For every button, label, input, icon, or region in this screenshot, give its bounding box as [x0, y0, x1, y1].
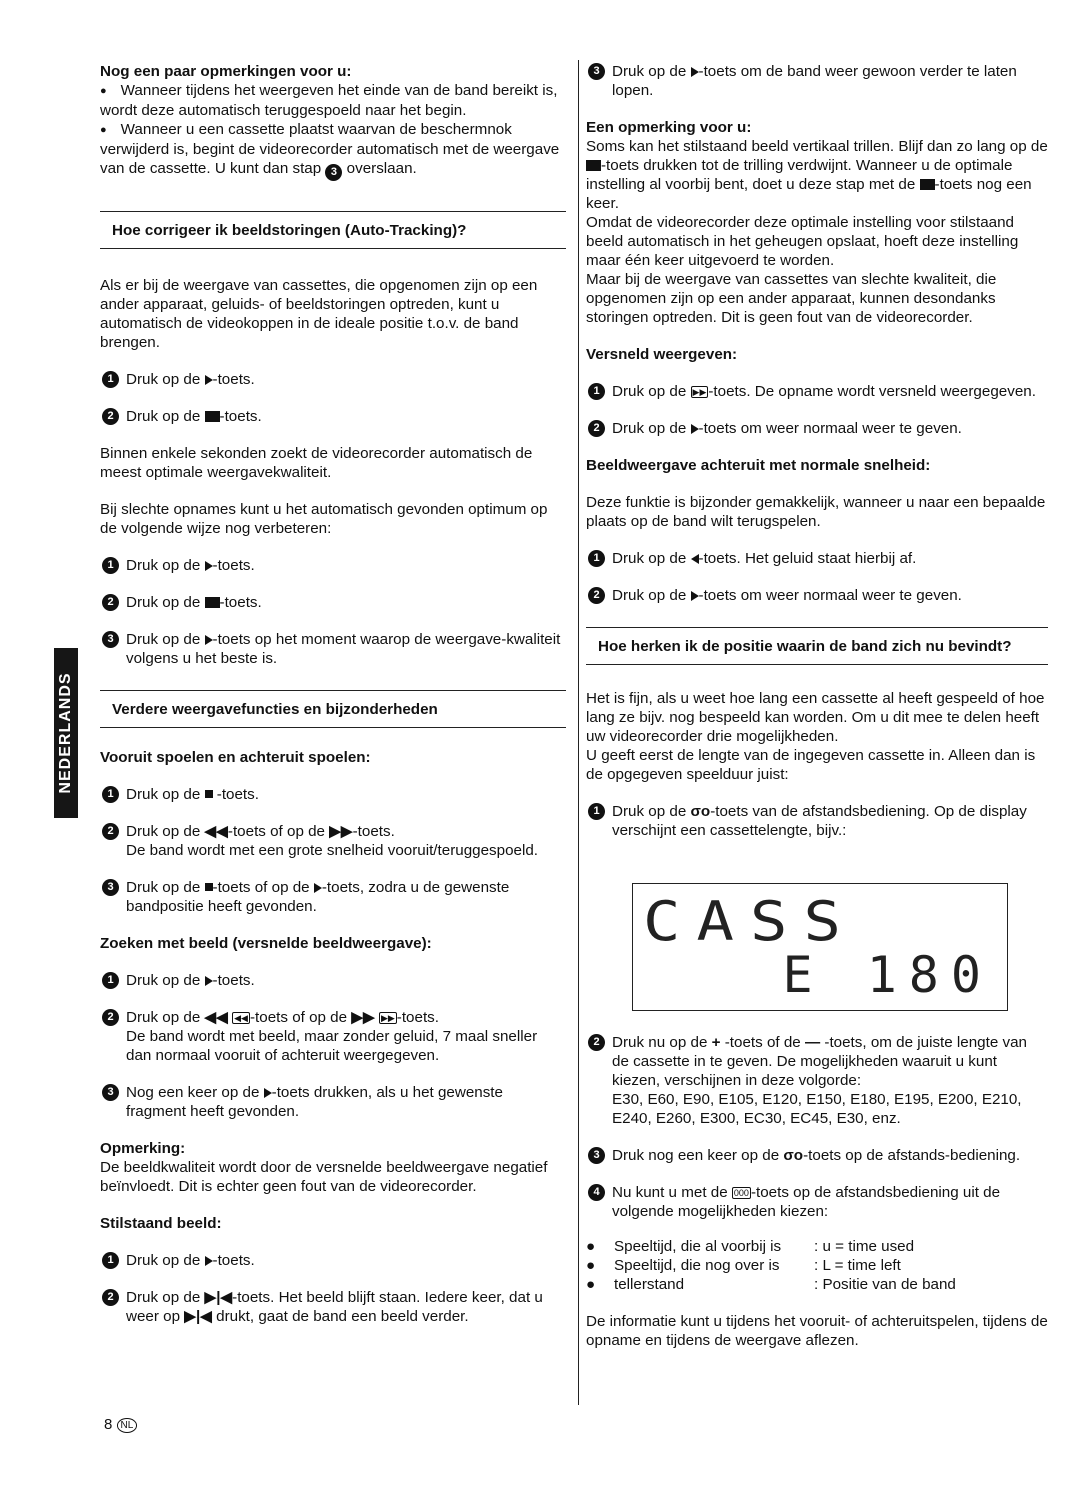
auto-tracking-p3: Bij slechte opnames kunt u het automatisch gevonden optimum op de volgende wijze nog verbeteren: — [100, 501, 548, 537]
step-1b: 1 Druk op de -toets. — [100, 556, 566, 575]
sub-stilstaand: Stilstaand beeld: — [100, 1215, 222, 1232]
v-step-2: 2 Druk op de -toets om weer normaal weer te geven. — [586, 419, 1048, 438]
step-3b: 3 Druk op de -toets op het moment waarop de weergave-kwaliteit volgens u het beste is. — [100, 630, 566, 668]
ffwd-icon: ▶▶ — [329, 823, 353, 840]
opmerking-2: Omdat de videorecorder deze optimale instelling voor stilstaand beeld automatisch in het geheugen opslaat, hoeft deze instelling maar één keer uitgevoerd te worden. — [586, 214, 1019, 269]
opmerking-1: Soms kan het stilstaand beeld vertikaal trillen. Blijf dan zo lang op de -toets drukken tot de trilling verdwijnt. Wanneer u de optimale instelling al voorbij bent, doet u deze stap met de -toets nog een keer. — [586, 138, 1048, 212]
sub-opmerking-voor-u: Een opmerking voor u: — [586, 119, 752, 136]
rewind-icon: ◀◀ — [204, 823, 228, 840]
z-step-3: 3 Nog een keer op de -toets drukken, als u het gewenste fragment heeft gevonden. — [100, 1083, 566, 1121]
achteruit-text: Deze funktie is bijzonder gemakkelijk, wanneer u naar een bepaalde plaats op de band wilt terugspelen. — [586, 494, 1046, 530]
c-step-3: 3 Druk nog een keer op de σο-toets op de afstands-bediening. — [586, 1146, 1048, 1165]
tracking-icon — [205, 411, 220, 422]
play-icon — [205, 375, 213, 385]
st-step-1: 1 Druk op de -toets. — [100, 1251, 566, 1270]
intro-bullet-1: ● Wanneer tijdens het weergeven het einde van de band bereikt is, wordt deze automatisch teruggespoeld naar het begin. — [100, 81, 566, 120]
play-icon — [205, 635, 213, 645]
info-row: ● Speeltijd, die al voorbij is : u = time used — [586, 1238, 915, 1255]
minus-icon: — — [804, 1034, 821, 1051]
play-icon — [691, 424, 699, 434]
ff-step-2: 2 Druk op de ◀◀-toets of op de ▶▶-toets. De band wordt met een grote snelheid vooruit/teruggespoeld. — [100, 822, 566, 860]
counter-icon: 000 — [733, 1188, 749, 1198]
step-2b: 2 Druk op de -toets. — [100, 593, 566, 612]
plus-icon: + — [711, 1034, 721, 1051]
z-step-2: 2 Druk op de ◀◀ ◀◀ -toets of op de ▶▶ ▶▶ -toets. De band wordt met beeld, maar zonder geluid, 7 maal sneller dan normaal vooruit of achteruit weergegeven. — [100, 1008, 566, 1065]
display-line-2: E 180 — [782, 946, 993, 1004]
step-1: 1 Druk op de -toets. — [100, 370, 566, 389]
left-column — [100, 62, 566, 1326]
sub-opmerking: Opmerking: — [100, 1140, 186, 1157]
b-step-1: 1 Druk op de -toets. Het geluid staat hierbij af. — [586, 549, 1048, 568]
sub-spoelen: Vooruit spoelen en achteruit spoelen: — [100, 749, 371, 766]
reverse-play-icon — [691, 554, 699, 564]
still-icon: ▶|◀ — [204, 1289, 233, 1306]
ffwd-icon: ▶▶ — [351, 1009, 375, 1026]
b-step-2: 2 Druk op de -toets om weer normaal weer te geven. — [586, 586, 1048, 605]
lcd-display — [632, 883, 1008, 1011]
tape-icon: σο — [690, 803, 711, 820]
intro-bullet-2: ● Wanneer u een cassette plaatst waarvan de beschermnok verwijderd is, begint de videorecorder automatisch met de weergave van de cassette. U kunt dan stap 3 overslaan. — [100, 120, 566, 179]
slot-text: De informatie kunt u tijdens het vooruit- of achteruitspelen, tijdens de opname en tijdens de weergave aflezen. — [586, 1313, 1048, 1349]
positie-p1: Het is fijn, als u weet hoe lang een cassette al heeft gespeeld of hoe lang ze bijv. nog bespeeld kan worden. Om u dit mee te delen heeft uw videorecorder drie mogelijkheden. — [586, 690, 1045, 745]
auto-tracking-intro: Als er bij de weergave van cassettes, die opgenomen zijn op een ander apparaat, geluids- of beeldstoringen optreden, kunt u automatisch de videokoppen in de ideale positie t.o.v. de band brengen. — [100, 277, 538, 351]
play-icon — [264, 1088, 272, 1098]
intro-title: Nog een paar opmerkingen voor u: — [100, 63, 352, 80]
tracking-icon — [920, 179, 935, 190]
page-number: 8 — [104, 1416, 113, 1433]
search-fwd-icon: ▶▶ — [380, 1013, 395, 1023]
display-line-1: CASS — [643, 890, 857, 953]
positie-p2: U geeft eerst de lengte van de ingegeven cassette in. Alleen dan is de opgegeven speelduur juist: — [586, 747, 1036, 783]
opmerking-3: Maar bij de weergave van cassettes van slechte kwaliteit, die opgenomen zijn op een ander apparaat, kunnen desondanks storingen optreden. Dit is geen fout van de videorecorder. — [586, 271, 997, 326]
play-icon — [205, 976, 213, 986]
tracking-icon — [205, 597, 220, 608]
language-badge: NL — [117, 1418, 138, 1433]
sub-zoeken: Zoeken met beeld (versnelde beeldweergave): — [100, 935, 432, 952]
ff-step-3: 3 Druk op de -toets of op de -toets, zodra u de gewenste bandpositie heeft gevonden. — [100, 878, 566, 916]
heading-positie: Hoe herken ik de positie waarin de band zich nu bevindt? — [586, 627, 1048, 665]
tracking-icon — [586, 160, 601, 171]
c-step-4: 4 Nu kunt u met de 000 -toets op de afstandsbediening uit de volgende mogelijkheden kiezen: — [586, 1183, 1048, 1221]
heading-auto-tracking: Hoe corrigeer ik beeldstoringen (Auto-Tracking)? — [100, 211, 566, 249]
right-column-lower — [586, 1033, 1048, 1350]
st-step-2: 2 Druk op de ▶|◀-toets. Het beeld blijft staan. Iedere keer, dat u weer op ▶|◀ drukt, gaat de band een beeld verder. — [100, 1288, 566, 1326]
r-step-3: 3 Druk op de -toets om de band weer gewoon verder te laten lopen. — [586, 62, 1048, 100]
play-icon — [205, 1256, 213, 1266]
search-fwd-icon: ▶▶ — [692, 387, 707, 397]
rewind-icon: ◀◀ — [204, 1009, 228, 1026]
column-divider — [578, 60, 579, 1405]
info-table — [586, 1237, 956, 1294]
language-tab: NEDERLANDS — [54, 648, 78, 818]
right-column — [586, 62, 1048, 840]
sub-versneld: Versneld weergeven: — [586, 346, 738, 363]
sub-achteruit: Beeldweergave achteruit met normale snelheid: — [586, 457, 931, 474]
stop-icon — [205, 790, 213, 798]
page-footer — [104, 1416, 137, 1433]
play-icon — [205, 561, 213, 571]
auto-tracking-p2: Binnen enkele sekonden zoekt de videorecorder automatisch de meest optimale weergavekwaliteit. — [100, 445, 533, 481]
info-row: ● tellerstand : Positie van de band — [586, 1276, 956, 1293]
step-2: 2 Druk op de -toets. — [100, 407, 566, 426]
z-step-1: 1 Druk op de -toets. — [100, 971, 566, 990]
search-back-icon: ◀◀ — [234, 1013, 248, 1023]
opmerking-text: De beeldkwaliteit wordt door de versnelde beeldweergave negatief beïnvloedt. Dit is echter geen fout van de videorecorder. — [100, 1159, 548, 1195]
play-icon — [691, 67, 699, 77]
c-step-2: 2 Druk nu op de + -toets of de — -toets, om de juiste lengte van de cassette in te geven. De mogelijkheden waaruit u kunt kiezen, verschijnen in deze volgorde: E30, E60, E90, E105, E120, E150, E180, E195, E200, E210, E240, E260, E300, EC30, EC45, E30, enz. — [586, 1033, 1048, 1128]
tape-icon: σο — [783, 1147, 804, 1164]
ff-step-1: 1 Druk op de -toets. — [100, 785, 566, 804]
c-step-1: 1 Druk op de σο-toets van de afstandsbediening. Op de display verschijnt een cassettelengte, bijv.: — [586, 802, 1048, 840]
v-step-1: 1 Druk op de ▶▶ -toets. De opname wordt versneld weergegeven. — [586, 382, 1048, 401]
heading-functions: Verdere weergavefuncties en bijzonderheden — [100, 690, 566, 728]
play-icon — [691, 591, 699, 601]
still-icon: ▶|◀ — [184, 1308, 212, 1325]
info-row: ● Speeltijd, die nog over is : L = time left — [586, 1257, 901, 1274]
stop-icon — [205, 883, 213, 891]
play-icon — [314, 883, 322, 893]
